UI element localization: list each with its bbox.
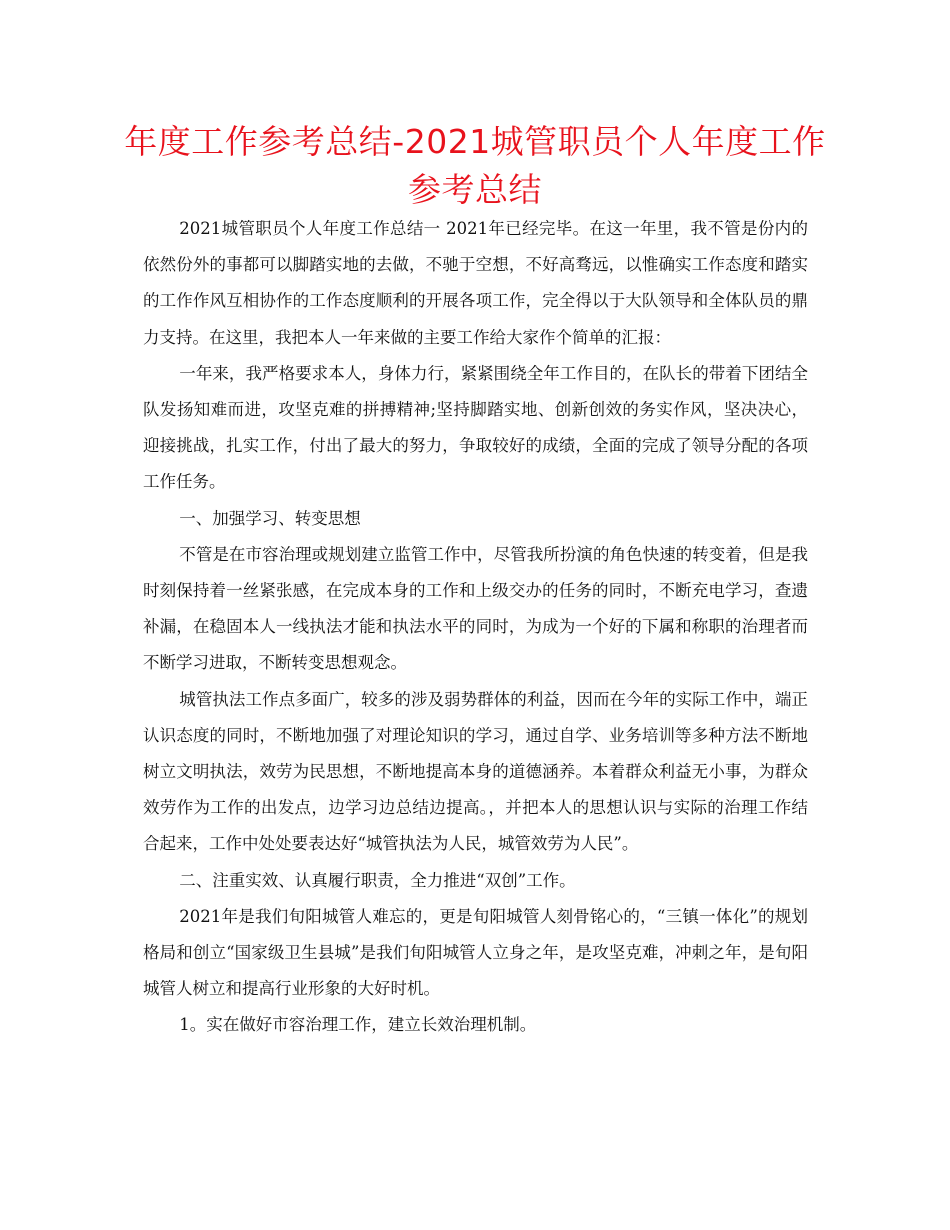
paragraph-2021: 2021年是我们旬阳城管人难忘的，更是旬阳城管人刻骨铭心的，“三镇一体化”的规划格局和创立“国家级卫生县城”是我们旬阳城管人立身之年，是攻坚克难，冲刺之年，是旬阳城管人树立和提高行业形象的大好时机。 bbox=[143, 906, 808, 999]
page-title: 年度工作参考总结-2021城管职员个人年度工作参考总结 bbox=[124, 122, 826, 209]
subsection-heading-1: 1。实在做好市容治理工作，建立长效治理机制。 bbox=[179, 1015, 537, 1035]
section-heading-1: 一、加强学习、转变思想 bbox=[179, 508, 361, 528]
paragraph-summary: 一年来，我严格要求本人，身体力行，紧紧围绕全年工作目的，在队长的带着下团结全队发扬知难而进，攻坚克难的拼搏精神;坚持脚踏实地、创新创效的务实作风，坚决决心，迎接挑战，扎实工作，付出了最大的努力，争取较好的成绩，全面的完成了领导分配的各项工作任务。 bbox=[143, 363, 808, 492]
paragraph-intro: 2021城管职员个人年度工作总结一 2021年已经完毕。在这一年里，我不管是份内的依然份外的事都可以脚踏实地的去做，不驰于空想，不好高骛远，以惟确实工作态度和踏实的工作作风互相协作的工作态度顺利的开展各项工作，完全得以于大队领导和全体队员的鼎力支持。在这里，我把本人一年来做的主要工作给大家作个简单的汇报： bbox=[143, 219, 808, 347]
document-body bbox=[143, 211, 808, 1044]
paragraph-study: 不管是在市容治理或规划建立监管工作中，尽管我所扮演的角色快速的转变着，但是我时刻保持着一丝紧张感，在完成本身的工作和上级交办的任务的同时，不断充电学习，查遗补漏，在稳固本人一线执法才能和执法水平的同时，为成为一个好的下属和称职的治理者而不断学习进取，不断转变思想观念。 bbox=[143, 544, 808, 673]
section-heading-2: 二、注重实效、认真履行职责，全力推进“双创”工作。 bbox=[179, 870, 576, 890]
paragraph-enforcement: 城管执法工作点多面广，较多的涉及弱势群体的利益，因而在今年的实际工作中，端正认识态度的同时，不断地加强了对理论知识的学习，通过自学、业务培训等多种方法不断地树立文明执法，效劳为民思想，不断地提高本身的道德涵养。本着群众利益无小事，为群众效劳作为工作的出发点，边学习边总结边提高。，并把本人的思想认识与实际的治理工作结合起来，工作中处处要表达好“城管执法为人民，城管效劳为人民”。 bbox=[143, 689, 808, 854]
